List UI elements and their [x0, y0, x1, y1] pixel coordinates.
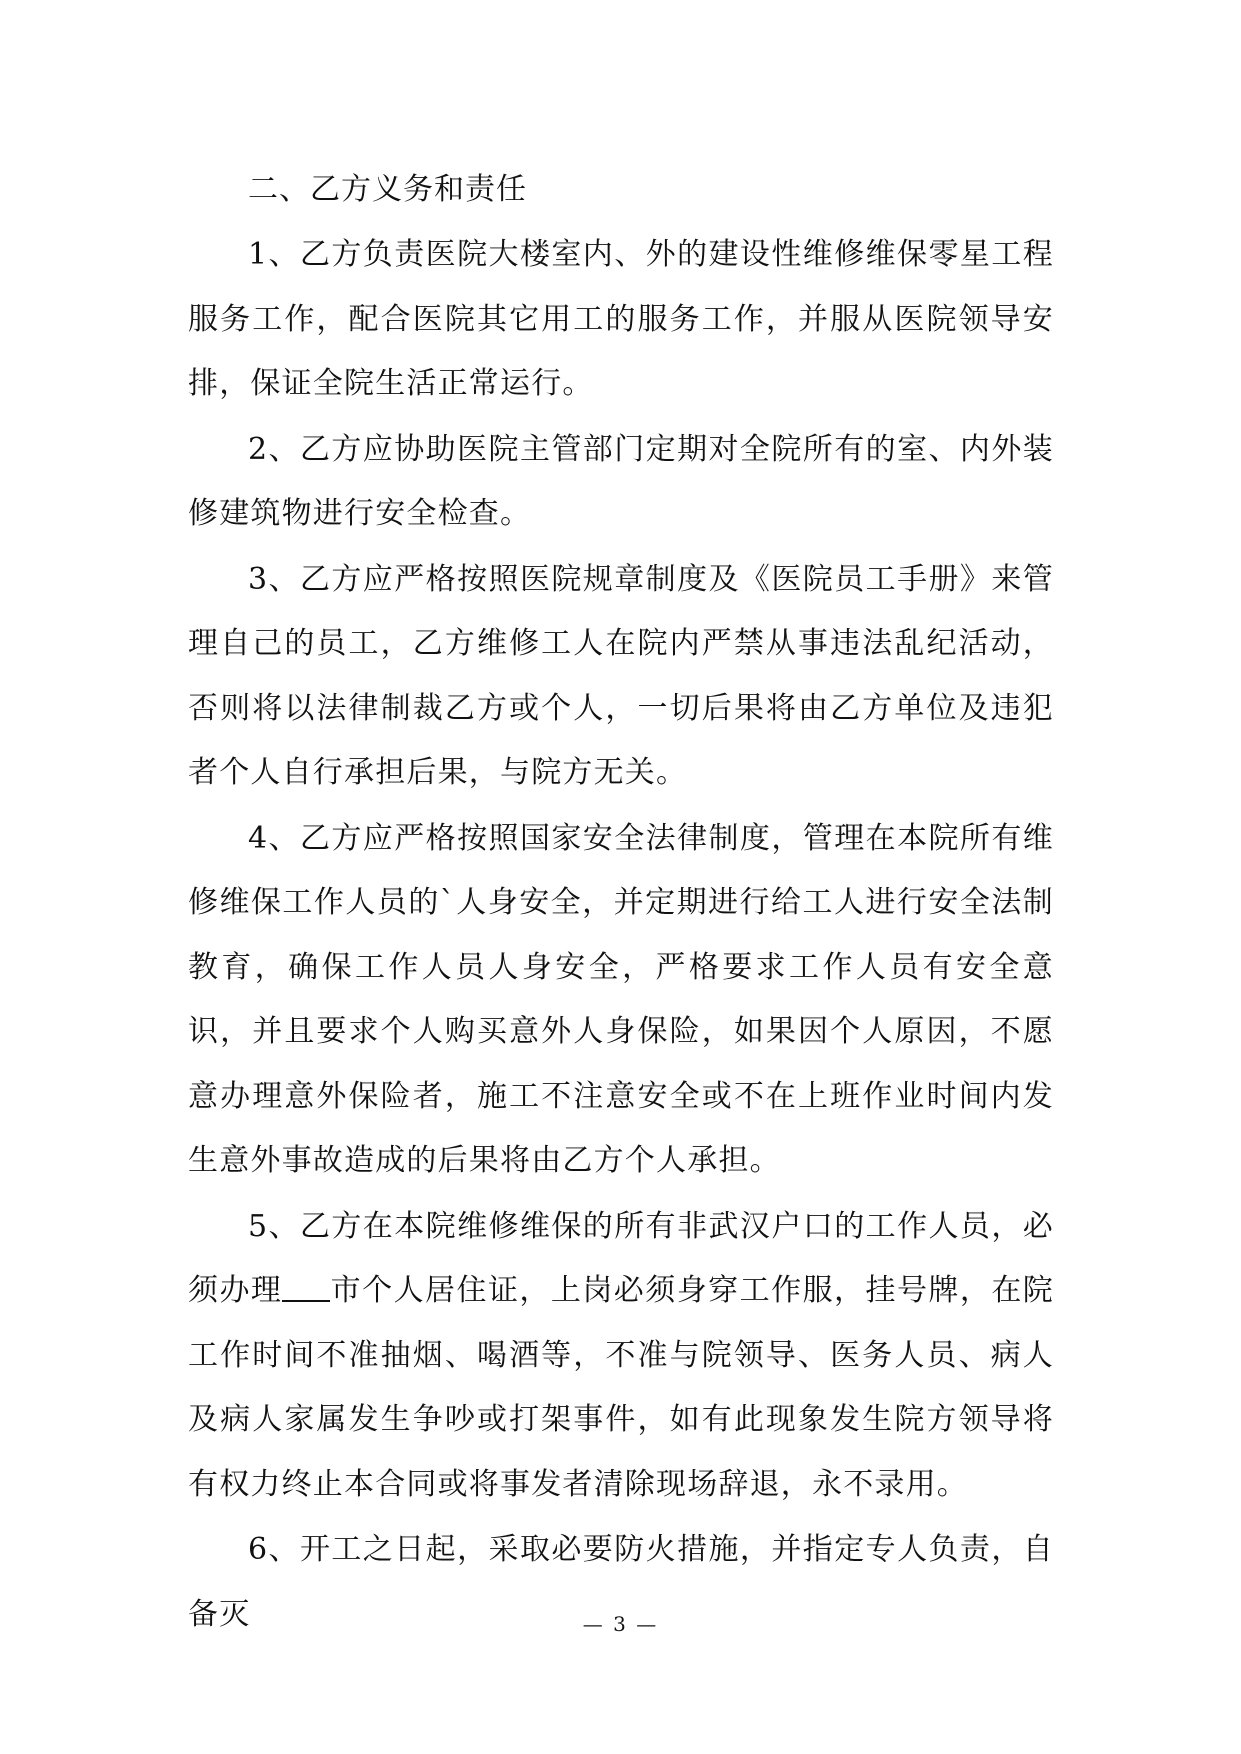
clause-4: 4、乙方应严格按照国家安全法律制度，管理在本院所有维修维保工作人员的`人身安全，并定期进行给工人进行安全法制教育，确保工作人员人身安全，严格要求工作人员有安全意识，并且要求个人购买意外人身保险，如果因个人原因，不愿意办理意外保险者，施工不注意安全或不在上班作业时间内发生意外事故造成的后果将由乙方个人承担。: [188, 820, 1054, 1178]
clause-5-before-blank: 5、乙方在本院维修维保的所有非武汉户口的工作人员，必须办理: [188, 1208, 1054, 1308]
section-heading: 二、乙方义务和责任: [248, 172, 527, 207]
clause-6: 6、开工之日起，采取必要防火措施，并指定专人负责，自备灭: [188, 1532, 1054, 1632]
clause-5: [188, 1195, 1054, 1518]
clause-1: 1、乙方负责医院大楼室内、外的建设性维修维保零星工程服务工作，配合医院其它用工的服务工作，并服从医院领导安排，保证全院生活正常运行。: [188, 237, 1054, 401]
clause-2: 2、乙方应协助医院主管部门定期对全院所有的室、内外装修建筑物进行安全检查。: [188, 431, 1054, 531]
document-body: [188, 158, 1054, 1648]
fill-in-blank: [282, 1274, 330, 1302]
clause-5-after-blank: 市个人居住证，上岗必须身穿工作服，挂号牌，在院工作时间不准抽烟、喝酒等，不准与院领导、医务人员、病人及病人家属发生争吵或打架事件，如有此现象发生院方领导将有权力终止本合同或将事发者清除现场辞退，永不录用。: [188, 1273, 1054, 1502]
clause-3: 3、乙方应严格按照医院规章制度及《医院员工手册》来管理自己的员工，乙方维修工人在院内严禁从事违法乱纪活动，否则将以法律制裁乙方或个人，一切后果将由乙方单位及违犯者个人自行承担后果，与院方无关。: [188, 561, 1054, 790]
page-number: — 3 —: [582, 1612, 659, 1636]
